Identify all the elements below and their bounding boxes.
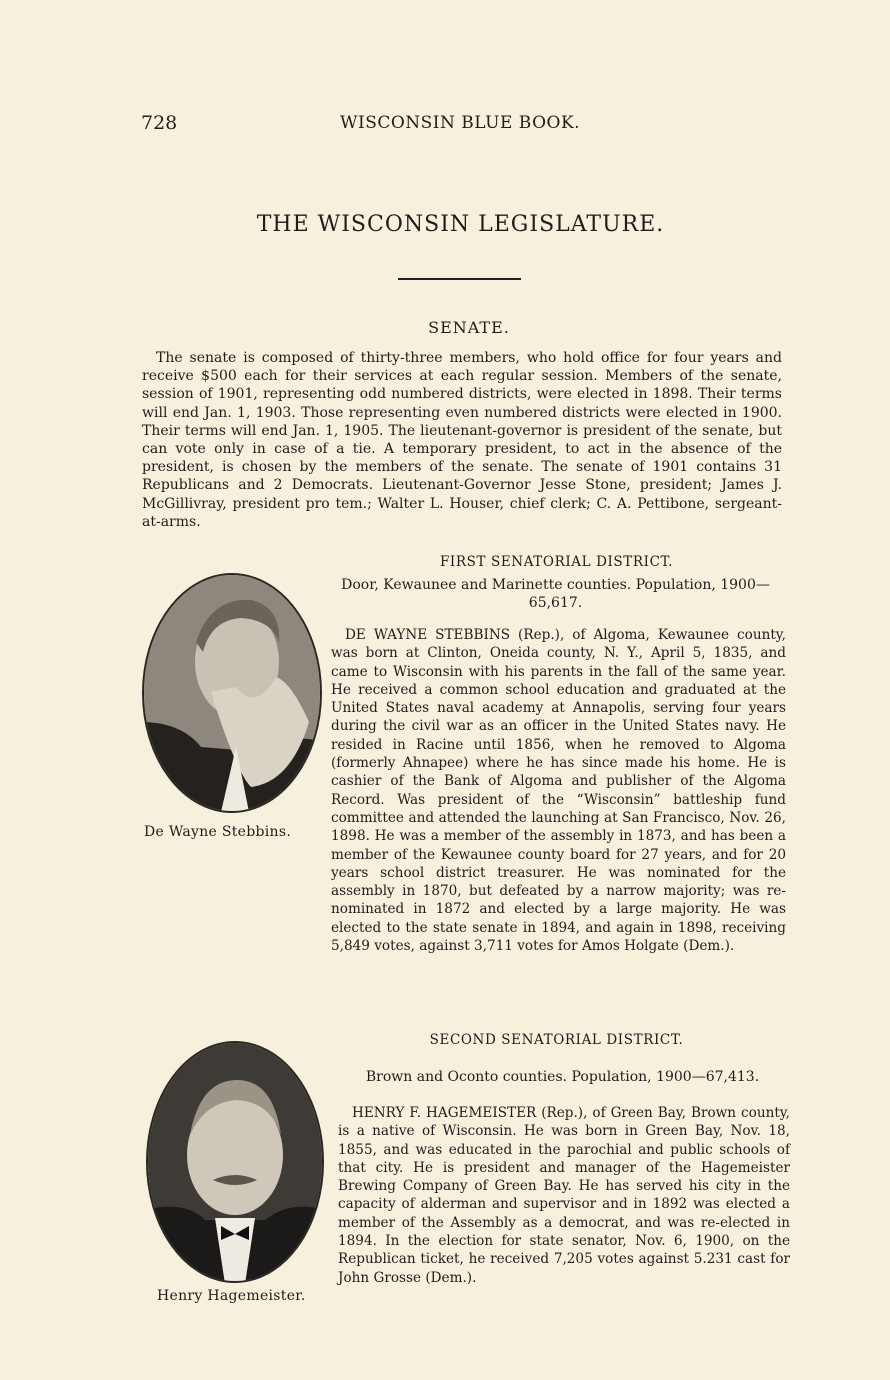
district-heading: SECOND SENATORIAL DISTRICT.	[429, 1032, 684, 1048]
portrait-caption: Henry Hagemeister.	[157, 1288, 306, 1304]
portrait-de-wayne-stebbins	[141, 572, 323, 814]
portrait-henry-hagemeister	[145, 1040, 325, 1284]
running-title: WISCONSIN BLUE BOOK.	[340, 113, 581, 133]
page-number: 728	[141, 112, 178, 134]
bio-henry-hagemeister: HENRY F. HAGEMEISTER (Rep.), of Green Bay, Brown county, is a native of Wisconsin. He was born in Green Bay, Nov. 18, 1855, and was educated in the parochial and public schools of that city. He is president and manager of the Hagemeister Brewing Company of Green Bay. He has served his city in the capacity of alderman and supervisor and in 1892 was elected a member of the Assembly as a democrat, and was re-elected in 1894. In the election for state senator, Nov. 6, 1900, on the Republican ticket, he received 7,205 votes against 5.231 cast for John Grosse (Dem.).	[338, 1105, 790, 1286]
district-counties: Brown and Oconto counties. Population, 1900—67,413.	[365, 1069, 760, 1085]
section-heading: SENATE.	[428, 318, 510, 337]
portrait-caption: De Wayne Stebbins.	[144, 824, 292, 840]
district-counties: Door, Kewaunee and Marinette counties. Population, 1900—65,617.	[341, 577, 770, 611]
title-divider	[398, 278, 521, 280]
page-title: THE WISCONSIN LEGISLATURE.	[256, 212, 665, 237]
senate-intro-paragraph: The senate is composed of thirty-three members, who hold office for four years and receive $500 each for their services at each regular session. Members of the senate, session of 1901, representing odd numbered districts, were elected in 1898. Their terms will end Jan. 1, 1903. Those representing even numbered districts were elected in 1900. Their terms will end Jan. 1, 1905. The lieutenant-governor is president of the senate, but can vote only in case of a tie. A temporary president, to act in the absence of the president, is chosen by the members of the senate. The senate of 1901 contains 31 Republicans and 2 Democrats. Lieutenant-Governor Jesse Stone, president; James J. McGillivray, president pro tem.; Walter L. Houser, chief clerk; C. A. Pettibone, sergeant-at-arms.	[142, 350, 782, 530]
district-heading: FIRST SENATORIAL DISTRICT.	[439, 554, 674, 570]
bio-de-wayne-stebbins: DE WAYNE STEBBINS (Rep.), of Algoma, Kewaunee county, was born at Clinton, Oneida county, N. Y., April 5, 1835, and came to Wisconsin with his parents in the fall of the same year. He received a common school education and graduated at the United States naval academy at Annapolis, serving four years during the civil war as an officer in the United States navy. He resided in Racine until 1856, when he removed to Algoma (formerly Ahnapee) where he has since made his home. He is cashier of the Bank of Algoma and publisher of the Algoma Record. Was president of the “Wisconsin” battleship fund committee and attended the launching at San Francisco, Nov. 26, 1898. He was a member of the assembly in 1873, and has been a member of the Kewaunee county board for 27 years, and for 20 years school district treasurer. He was nominated for the assembly in 1870, but defeated by a narrow majority; was re-nominated in 1872 and elected by a large majority. He was elected to the state senate in 1894, and again in 1898, receiving 5,849 votes, against 3,711 votes for Amos Holgate (Dem.).	[331, 627, 786, 955]
